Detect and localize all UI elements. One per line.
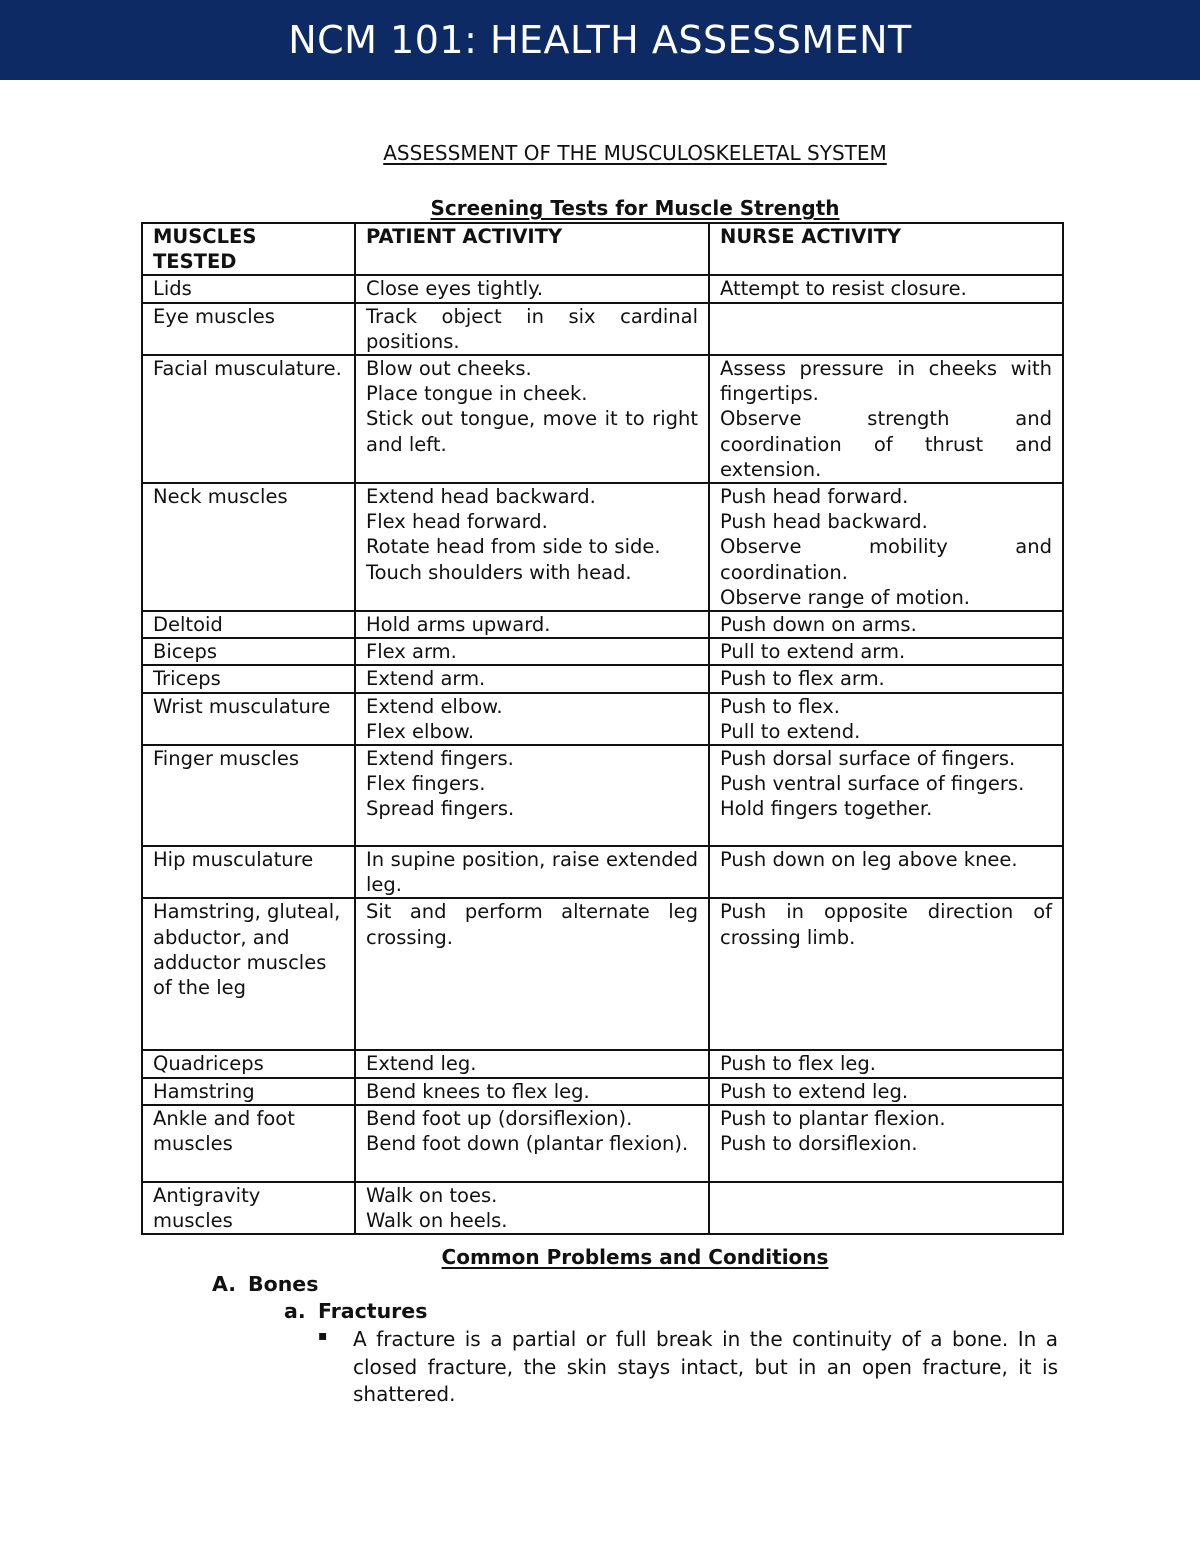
muscle-cell: Biceps: [142, 638, 355, 665]
patient-activity-line: Walk on toes.: [366, 1183, 498, 1207]
table-row: [142, 693, 1063, 745]
muscle-cell: Deltoid: [142, 611, 355, 638]
nurse-activity-line: Push down on arms.: [720, 613, 917, 637]
nurse-activity-line: Push to dorsiflexion.: [720, 1132, 918, 1156]
nurse-activity-line: Hold fingers together.: [720, 797, 933, 821]
nurse-activity-line: Push to flex.: [720, 694, 840, 718]
patient-activity-line: Sit and perform alternate leg crossing.: [366, 900, 698, 949]
muscle-cell: Triceps: [142, 665, 355, 692]
patient-activity-cell: [355, 898, 709, 1050]
table-row: [142, 303, 1063, 355]
table-row: [142, 483, 1063, 611]
patient-activity-line: Blow out cheeks.: [366, 357, 532, 381]
patient-activity-cell: [355, 638, 709, 665]
muscle-strength-table: [141, 222, 1064, 1235]
table-row: [142, 275, 1063, 302]
table-row: [142, 745, 1063, 846]
nurse-activity-cell: [709, 1105, 1063, 1182]
patient-activity-cell: [355, 1050, 709, 1077]
patient-activity-line: Bend foot down (plantar flexion).: [366, 1132, 689, 1156]
nurse-activity-line: Push down on leg above knee.: [720, 848, 1018, 872]
table-row: [142, 355, 1063, 483]
document-title: ASSESSMENT OF THE MUSCULOSKELETAL SYSTEM: [383, 141, 887, 165]
muscle-cell: Hamstring, gluteal, abductor, and adductor muscles of the leg: [142, 898, 355, 1050]
patient-activity-line: Bend knees to flex leg.: [366, 1079, 590, 1103]
patient-activity-cell: [355, 1078, 709, 1105]
muscle-cell: Lids: [142, 275, 355, 302]
problems-title: Common Problems and Conditions: [441, 1245, 829, 1269]
nurse-activity-cell: [709, 303, 1063, 355]
patient-activity-line: Flex arm.: [366, 640, 457, 664]
table-caption: Screening Tests for Muscle Strength: [430, 196, 840, 220]
nurse-activity-cell: [709, 846, 1063, 898]
nurse-activity-cell: [709, 665, 1063, 692]
nurse-activity-line: Push head forward.: [720, 485, 909, 509]
patient-activity-line: Flex elbow.: [366, 719, 475, 743]
nurse-activity-line: Pull to extend.: [720, 719, 861, 743]
patient-activity-line: Place tongue in cheek.: [366, 382, 588, 406]
table-row: [142, 611, 1063, 638]
nurse-activity-line: Pull to extend arm.: [720, 640, 906, 664]
muscle-cell: Antigravity muscles: [142, 1182, 355, 1234]
patient-activity-line: Track object in six cardinal positions.: [366, 304, 698, 353]
fracture-definition: A fracture is a partial or full break in the continuity of a bone. In a closed fracture, the skin stays intact, but in an open fracture, it is shattered.: [353, 1327, 1058, 1406]
nurse-activity-cell: [709, 483, 1063, 611]
nurse-activity-line: Push to flex leg.: [720, 1052, 876, 1076]
patient-activity-cell: [355, 303, 709, 355]
patient-activity-cell: [355, 1105, 709, 1182]
patient-activity-cell: [355, 611, 709, 638]
nurse-activity-cell: [709, 898, 1063, 1050]
square-bullet-icon: ▪: [318, 1328, 328, 1344]
muscle-cell: Wrist musculature: [142, 693, 355, 745]
table-row: [142, 665, 1063, 692]
table-row: [142, 1050, 1063, 1077]
patient-activity-cell: [355, 693, 709, 745]
muscle-cell: Neck muscles: [142, 483, 355, 611]
nurse-activity-line: Push ventral surface of fingers.: [720, 772, 1025, 796]
nurse-activity-cell: [709, 693, 1063, 745]
patient-activity-cell: [355, 275, 709, 302]
section-label: A.: [212, 1272, 237, 1296]
muscle-cell: Hamstring: [142, 1078, 355, 1105]
patient-activity-line: Walk on heels.: [366, 1209, 508, 1233]
nurse-activity-cell: [709, 1078, 1063, 1105]
patient-activity-cell: [355, 483, 709, 611]
patient-activity-cell: [355, 355, 709, 483]
patient-activity-line: Spread fingers.: [366, 797, 515, 821]
patient-activity-line: In supine position, raise extended leg.: [366, 848, 698, 897]
subsection-title: Fractures: [318, 1299, 428, 1323]
header-patient-activity: PATIENT ACTIVITY: [355, 223, 709, 275]
nurse-activity-line: Push to plantar flexion.: [720, 1106, 946, 1130]
patient-activity-line: Extend fingers.: [366, 747, 514, 771]
nurse-activity-cell: [709, 611, 1063, 638]
muscle-cell: Ankle and foot muscles: [142, 1105, 355, 1182]
table-row: [142, 846, 1063, 898]
table-header-row: [142, 223, 1063, 275]
patient-activity-line: Extend leg.: [366, 1052, 477, 1076]
patient-activity-line: Stick out tongue, move it to right and left.: [366, 407, 698, 456]
nurse-activity-line: Push to flex arm.: [720, 667, 885, 691]
nurse-activity-cell: [709, 275, 1063, 302]
patient-activity-line: Extend elbow.: [366, 694, 503, 718]
nurse-activity-line: Push to extend leg.: [720, 1079, 909, 1103]
muscle-cell: Facial musculature.: [142, 355, 355, 483]
nurse-activity-line: Observe mobility and coordination.: [720, 535, 1052, 584]
patient-activity-line: Touch shoulders with head.: [366, 560, 632, 584]
table-body: [142, 275, 1063, 1234]
patient-activity-line: Extend arm.: [366, 667, 486, 691]
header-banner: [0, 0, 1200, 80]
patient-activity-line: Close eyes tightly.: [366, 277, 544, 301]
subsection-fractures: [284, 1299, 427, 1323]
table-row: [142, 898, 1063, 1050]
nurse-activity-cell: [709, 638, 1063, 665]
banner-title: NCM 101: HEALTH ASSESSMENT: [288, 18, 912, 62]
nurse-activity-line: Push in opposite direction of crossing limb.: [720, 900, 1052, 949]
table-row: [142, 1182, 1063, 1234]
muscle-cell: Hip musculature: [142, 846, 355, 898]
section-bones: [212, 1272, 318, 1296]
muscle-cell: Finger muscles: [142, 745, 355, 846]
table-row: [142, 1105, 1063, 1182]
patient-activity-line: Flex fingers.: [366, 772, 486, 796]
nurse-activity-cell: [709, 355, 1063, 483]
patient-activity-cell: [355, 1182, 709, 1234]
header-muscles-tested: MUSCLES TESTED: [142, 223, 355, 275]
patient-activity-cell: [355, 665, 709, 692]
nurse-activity-line: Assess pressure in cheeks with fingertips.: [720, 357, 1052, 406]
nurse-activity-line: Observe range of motion.: [720, 585, 971, 609]
patient-activity-cell: [355, 846, 709, 898]
nurse-activity-cell: [709, 1050, 1063, 1077]
patient-activity-line: Hold arms upward.: [366, 613, 551, 637]
muscle-cell: Quadriceps: [142, 1050, 355, 1077]
patient-activity-line: Flex head forward.: [366, 510, 548, 534]
patient-activity-cell: [355, 745, 709, 846]
nurse-activity-line: Push head backward.: [720, 510, 928, 534]
nurse-activity-cell: [709, 1182, 1063, 1234]
nurse-activity-line: Attempt to resist closure.: [720, 277, 967, 301]
patient-activity-line: Rotate head from side to side.: [366, 535, 661, 559]
muscle-cell: Eye muscles: [142, 303, 355, 355]
patient-activity-line: Bend foot up (dorsiflexion).: [366, 1106, 633, 1130]
nurse-activity-cell: [709, 745, 1063, 846]
patient-activity-line: Extend head backward.: [366, 485, 596, 509]
table-row: [142, 638, 1063, 665]
nurse-activity-line: Push dorsal surface of fingers.: [720, 747, 1016, 771]
table-row: [142, 1078, 1063, 1105]
subsection-label: a.: [284, 1299, 306, 1323]
header-nurse-activity: NURSE ACTIVITY: [709, 223, 1063, 275]
section-title: Bones: [248, 1272, 319, 1296]
nurse-activity-line: Observe strength and coordination of thrust and extension.: [720, 407, 1052, 481]
